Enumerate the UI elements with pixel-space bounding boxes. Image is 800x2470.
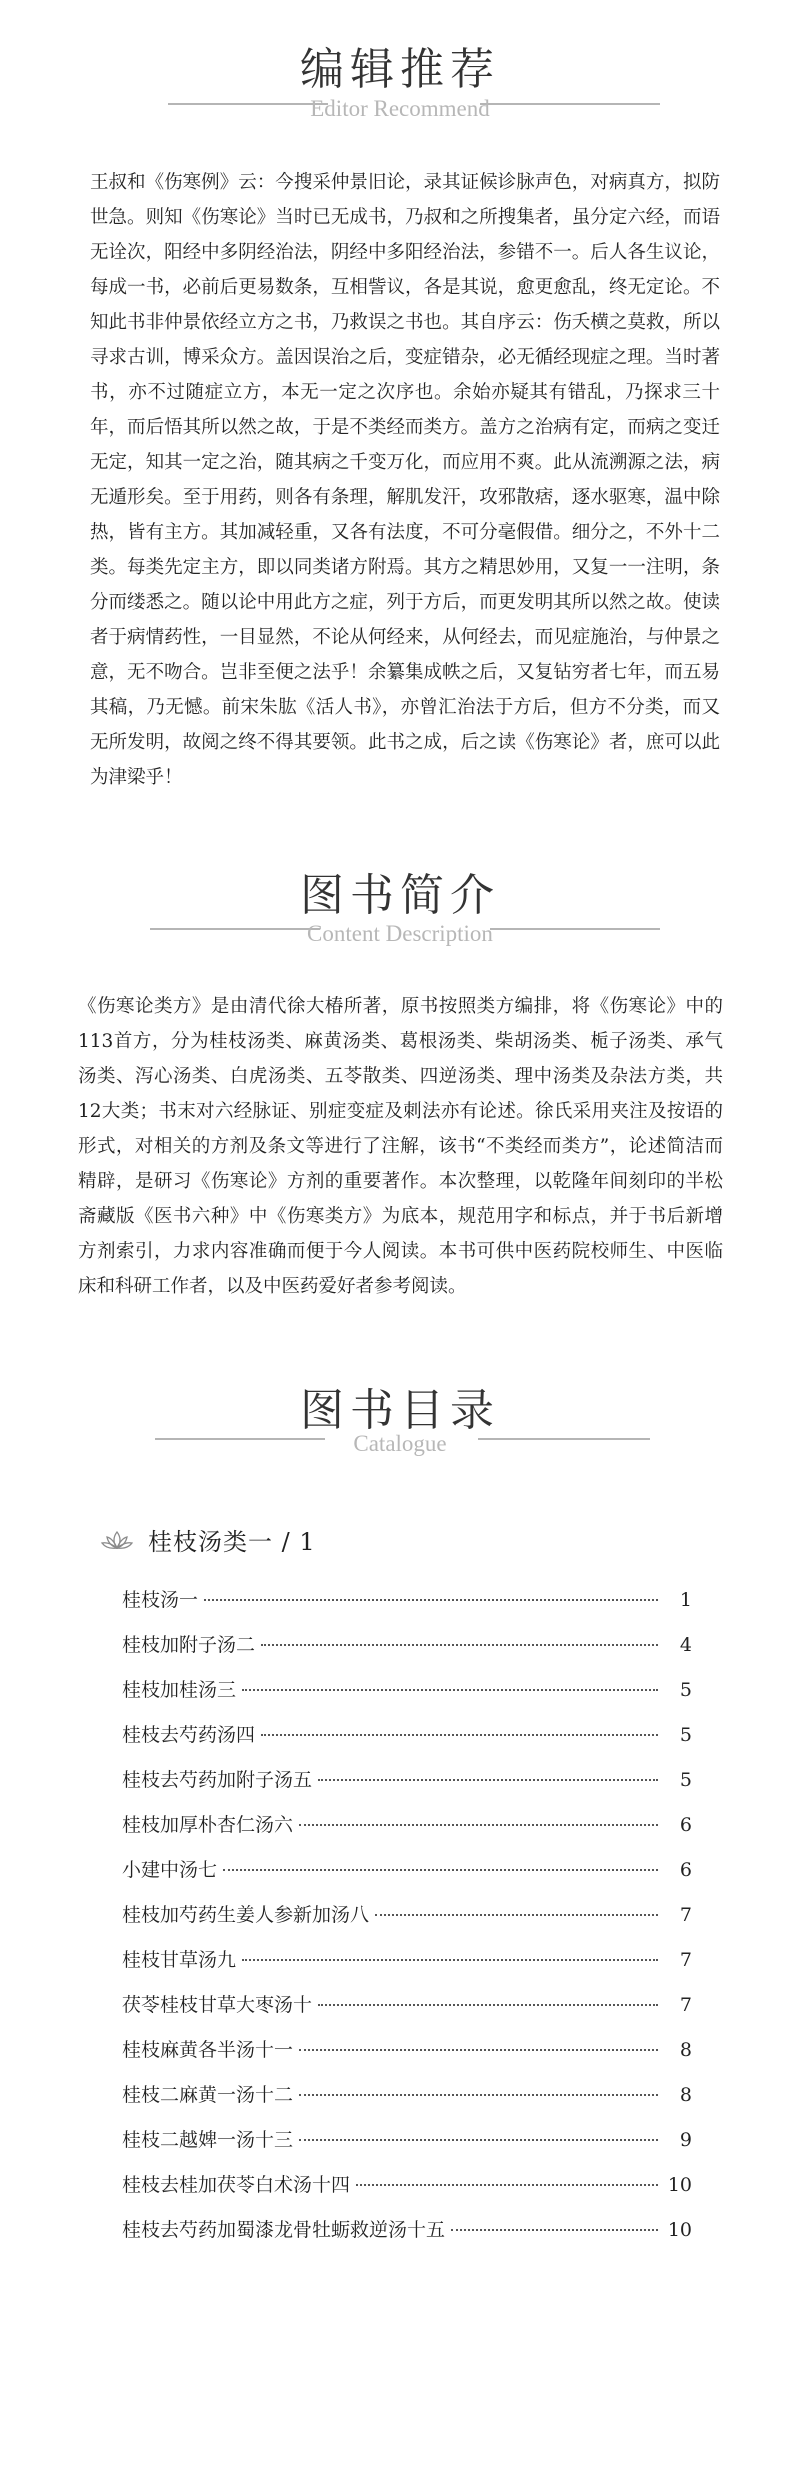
lotus-icon: [100, 1529, 134, 1551]
editor-recommend-title: 编辑推荐: [300, 44, 500, 95]
toc-entry: [122, 2125, 692, 2170]
content-description-subtitle: Content Description: [307, 921, 493, 946]
content-description-header: [0, 868, 800, 924]
toc-entry-title: 桂枝加桂汤三: [122, 1679, 237, 1701]
catalogue-subtitle: Catalogue: [353, 1431, 447, 1456]
toc-leader-dots: [261, 1734, 658, 1736]
toc-entry-page: 6: [679, 1814, 692, 1836]
toc-leader-dots: [242, 1959, 658, 1961]
toc-entry-title: 桂枝去芍药加附子汤五: [122, 1769, 313, 1791]
toc-entry: [122, 1990, 692, 2035]
toc-entry-title: 桂枝去芍药汤四: [122, 1724, 256, 1746]
toc-entry: [122, 1630, 692, 1675]
toc-leader-dots: [318, 1779, 658, 1781]
toc-leader-dots: [204, 1599, 658, 1601]
toc-entry: [122, 2035, 692, 2080]
toc-leader-dots: [299, 1824, 658, 1826]
toc-entry-page: 9: [679, 2129, 692, 2151]
toc-entry-title: 桂枝加厚朴杏仁汤六: [122, 1814, 294, 1836]
toc-entry-page: 1: [679, 1589, 692, 1611]
toc-leader-dots: [451, 2229, 658, 2231]
toc-entry: [122, 1675, 692, 1720]
toc-entry-page: 8: [679, 2084, 692, 2106]
toc-entry-page: 5: [679, 1679, 692, 1701]
toc-entry-title: 桂枝加芍药生姜人参新加汤八: [122, 1904, 370, 1926]
toc-entry-title: 桂枝加附子汤二: [122, 1634, 256, 1656]
editor-recommend-subtitle: Editor Recommend: [310, 96, 490, 121]
toc-entry-title: 桂枝去芍药加蜀漆龙骨牡蛎救逆汤十五: [122, 2219, 446, 2241]
editor-recommend-header: [0, 42, 800, 98]
toc-entry-page: 7: [679, 1904, 692, 1926]
toc-entry: [122, 1585, 692, 1630]
editor-recommend-text: 王叔和《伤寒例》云：今搜采仲景旧论，录其证候诊脉声色，对病真方，拟防世急。则知《伤寒论》当时已无成书，乃叔和之所搜集者，虽分定六经，而语无诠次，阳经中多阴经治法，阴经中多阳经治法，参错不一。后人各生议论，每成一书，必前后更易数条，互相訾议，各是其说，愈更愈乱，终无定论。不知此书非仲景依经立方之书，乃救误之书也。其自序云：伤夭横之莫救，所以寻求古训，博采众方。盖因误治之后，变症错杂，必无循经现症之理。当时著书，亦不过随症立方，本无一定之次序也。余始亦疑其有错乱，乃探求三十年，而后悟其所以然之故，于是不类经而类方。盖方之治病有定，而病之变迁无定，知其一定之治，随其病之千变万化，而应用不爽。此从流溯源之法，病无遁形矣。至于用药，则各有条理，解肌发汗，攻邪散痞，逐水驱寒，温中除热，皆有主方。其加减轻重，又各有法度，不可分毫假借。细分之，不外十二类。每类先定主方，即以同类诸方附焉。其方之精思妙用，又复一一注明，条分而缕悉之。随以论中用此方之症，列于方后，而更发明其所以然之故。使读者于病情药性，一目显然，不论从何经来，从何经去，而见症施治，与仲景之意，无不吻合。岂非至便之法乎！余纂集成帙之后，又复钻穷者七年，而五易其稿，乃无憾。前宋朱肱《活人书》，亦曾汇治法于方后，但方不分类，而又无所发明，故阅之终不得其要领。此书之成，后之读《伤寒论》者，庶可以此为津梁乎！: [90, 172, 720, 788]
toc-entry-page: 5: [679, 1769, 692, 1791]
content-description-title: 图书简介: [300, 870, 500, 921]
toc-entry: [122, 2170, 692, 2215]
toc-leader-dots: [299, 2094, 658, 2096]
toc-leader-dots: [223, 1869, 658, 1871]
toc-entry-page: 4: [679, 1634, 692, 1656]
toc-leader-dots: [261, 1644, 658, 1646]
toc-entry: [122, 1855, 692, 1900]
toc-entry-page: 8: [679, 2039, 692, 2061]
toc-entry-title: 桂枝汤一: [122, 1589, 199, 1611]
catalogue-title: 图书目录: [300, 1385, 500, 1436]
toc-entry-title: 桂枝二麻黄一汤十二: [122, 2084, 294, 2106]
toc-entry-page: 5: [679, 1724, 692, 1746]
toc-entry-title: 桂枝麻黄各半汤十一: [122, 2039, 294, 2061]
table-of-contents: [122, 1585, 692, 2260]
toc-entry: [122, 2080, 692, 2125]
toc-leader-dots: [375, 1914, 658, 1916]
toc-leader-dots: [356, 2184, 658, 2186]
toc-entry-page: 7: [679, 1994, 692, 2016]
toc-leader-dots: [242, 1689, 658, 1691]
content-description-text: 《伤寒论类方》是由清代徐大椿所著，原书按照类方编排，将《伤寒论》中的113首方，分为桂枝汤类、麻黄汤类、葛根汤类、柴胡汤类、栀子汤类、承气汤类、泻心汤类、白虎汤类、五苓散类、四逆汤类、理中汤类及杂法方类，共12大类；书末对六经脉证、别症变症及刺法亦有论述。徐氏采用夹注及按语的形式，对相关的方剂及条文等进行了注解，该书“不类经而类方”，论述简洁而精辟，是研习《伤寒论》方剂的重要著作。本次整理，以乾隆年间刻印的半松斋藏版《医书六种》中《伤寒类方》为底本，规范用字和标点，并于书后新增方剂索引，力求内容准确而便于今人阅读。本书可供中医药院校师生、中医临床和科研工作者，以及中医药爱好者参考阅读。: [78, 996, 723, 1297]
toc-leader-dots: [299, 2049, 658, 2051]
toc-entry: [122, 2215, 692, 2260]
toc-leader-dots: [318, 2004, 658, 2006]
chapter-title: 桂枝汤类一 / 1: [148, 1528, 316, 1556]
toc-entry: [122, 1810, 692, 1855]
toc-entry-title: 桂枝甘草汤九: [122, 1949, 237, 1971]
toc-entry: [122, 1720, 692, 1765]
toc-entry: [122, 1945, 692, 1990]
toc-leader-dots: [299, 2139, 658, 2141]
toc-entry-page: 6: [679, 1859, 692, 1881]
toc-entry-page: 10: [667, 2219, 692, 2241]
toc-entry-page: 10: [667, 2174, 692, 2196]
toc-entry-title: 茯苓桂枝甘草大枣汤十: [122, 1994, 313, 2016]
toc-entry-title: 桂枝二越婢一汤十三: [122, 2129, 294, 2151]
toc-entry: [122, 1900, 692, 1945]
toc-entry-page: 7: [679, 1949, 692, 1971]
catalogue-chapter: [100, 1522, 316, 1557]
toc-entry-title: 桂枝去桂加茯苓白术汤十四: [122, 2174, 351, 2196]
toc-entry-title: 小建中汤七: [122, 1859, 218, 1881]
toc-entry: [122, 1765, 692, 1810]
